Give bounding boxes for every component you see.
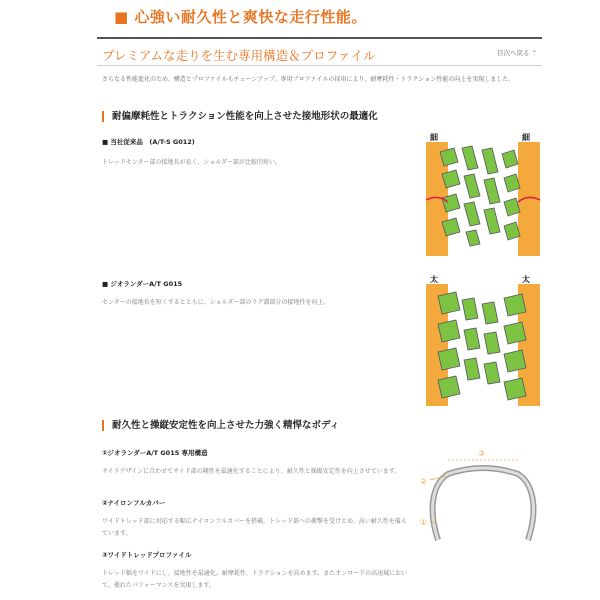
product-label-conventional: ■ 当社従来品 (A/T-S G012) xyxy=(102,138,195,146)
feature-label-profile: ③ワイドトレッドプロファイル xyxy=(102,551,192,559)
section-heading: プレミアムな走りを生む専用構造＆プロファイル xyxy=(102,48,376,63)
product-label-g015: ■ ジオランダーA/T G015 xyxy=(102,280,183,288)
marker-2: ② xyxy=(420,477,428,486)
feature-label-nylon: ②ナイロンフルカバー xyxy=(102,499,166,507)
toc-link[interactable]: 目次へ戻る ⌃ xyxy=(497,49,538,57)
marker-1: ① xyxy=(420,518,428,527)
feature-label-structure: ①ジオランダーA/T G015 専用構造 xyxy=(102,449,208,457)
subheading-body-structure: 耐久性と操縦安定性を向上させた力強く精悍なボディ xyxy=(102,420,339,431)
feature-desc-structure: サイドデザインに合わせてサイド部の剛性を最適化することにより、耐久性と操縦安定性を向上させています。 xyxy=(102,468,401,475)
tread-footprint-g015 xyxy=(418,272,548,410)
page-title: ■ 心強い耐久性と爽快な走行性能。 xyxy=(114,8,367,26)
product-desc-g015: センターの接地長を短くするとともに、ショルダー部のラグ溝部分の接地性を向上。 xyxy=(102,299,330,306)
feature-desc-nylon: ワイドトレッド部に対応する幅広ナイロンフルカバーを搭載。トレッド部への衝撃を受けとめ、高い耐久性を備えています。 xyxy=(102,518,407,537)
subheading-contact-shape: 耐偏摩耗性とトラクション性能を向上させた接地形状の最適化 xyxy=(102,111,378,122)
divider xyxy=(97,37,542,39)
divider xyxy=(97,65,542,66)
tag-thin-left: 細 xyxy=(430,133,438,142)
intro-text: さらなる性能進化のため、構造とプロファイルもチューンアップ。専用プロファイルの採用により、耐摩耗性・トラクション性能の向上を実現しました。 xyxy=(102,76,515,83)
tag-thick-left: 太 xyxy=(430,275,438,284)
product-desc-conventional: トレッドセンター部の接地長が長く、ショルダー部が比較的短い。 xyxy=(102,159,282,166)
marker-3: ③ xyxy=(478,449,486,458)
tag-thin-right: 細 xyxy=(522,133,530,142)
tire-cross-section xyxy=(418,440,548,560)
feature-desc-profile: トレッド幅をワイドにし、接地性を最適化。耐摩耗性、トラクションを高めます。またオンロードの高速域において、優れたパフォーマンスを実現します。 xyxy=(102,570,408,589)
tread-footprint-conventional xyxy=(418,130,548,258)
tag-thick-right: 太 xyxy=(522,275,530,284)
